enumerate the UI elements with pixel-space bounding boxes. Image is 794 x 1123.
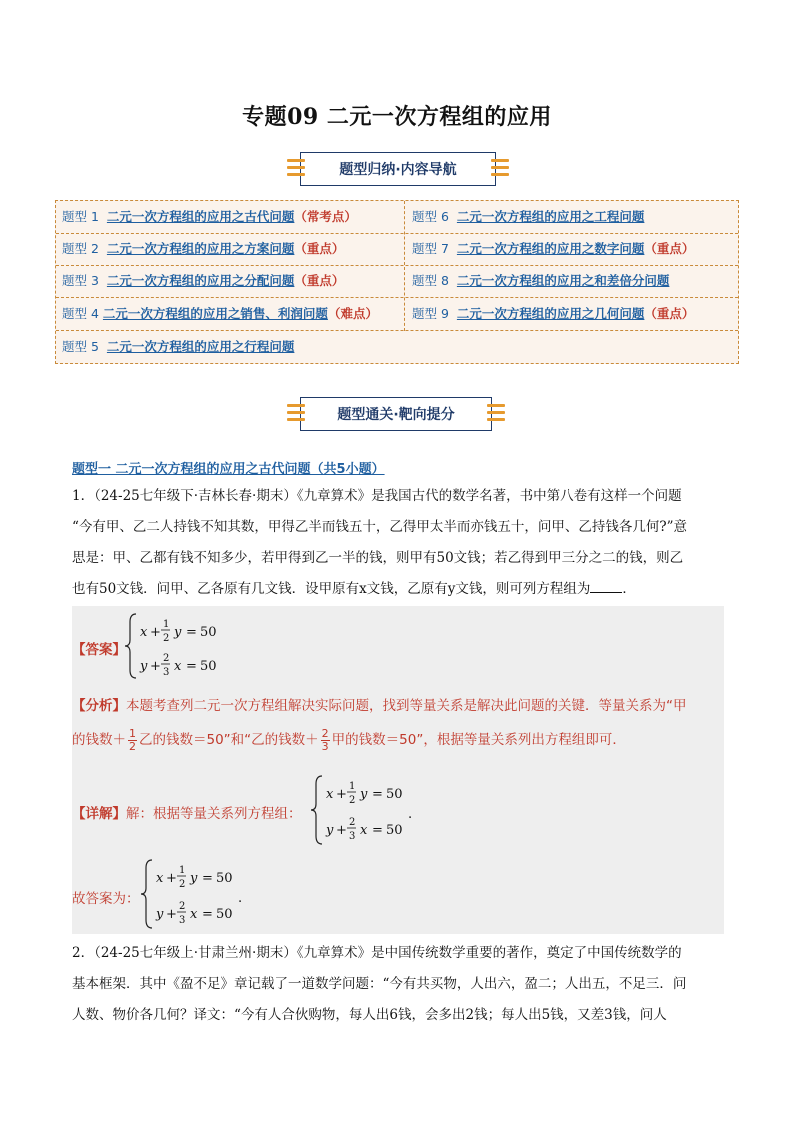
svg-text:2: 2 <box>179 901 186 912</box>
svg-text:y: y <box>326 823 334 838</box>
banner-decoration-icon <box>287 404 305 426</box>
question-1-line: 也有50文钱．问甲、乙各原有几文钱．设甲原有x文钱，乙原有y文钱，则可列方程组为 ． <box>72 574 724 605</box>
analysis-row <box>72 696 687 716</box>
nav-item-type-8[interactable]: 题型 8 二元一次方程组的应用之和差倍分问题 <box>412 273 670 288</box>
answer-label: 【答案】 <box>72 642 126 658</box>
question-1-line: 思是：甲、乙都有钱不知多少，若甲得到乙一半的钱，则甲有50文钱；若乙得到甲三分之二的钱，则乙 <box>72 550 684 566</box>
question-2 <box>72 938 724 1031</box>
svg-text:=: = <box>202 871 213 886</box>
final-row <box>72 887 140 907</box>
svg-text:y: y <box>360 787 368 802</box>
svg-text:2: 2 <box>163 633 170 644</box>
detail-row <box>72 802 302 822</box>
nav-item-type-5[interactable]: 题型 5 二元一次方程组的应用之行程问题 <box>62 339 295 354</box>
question-1-line: “今有甲、乙二人持钱不知其数，甲得乙半而钱五十，乙得甲太半而亦钱五十，问甲、乙持钱各几何?”意 <box>72 519 688 535</box>
svg-text:2: 2 <box>349 795 356 806</box>
practice-banner-label: 题型通关·靶向提分 <box>337 407 455 423</box>
svg-text:y: y <box>140 659 148 674</box>
svg-text:+: + <box>336 823 347 838</box>
banner-decoration-icon <box>487 404 505 426</box>
svg-text:=: = <box>186 659 197 674</box>
question-2-line: 2．（24-25七年级上·甘肃兰州·期末）《九章算术》是中国传统数学重要的著作，奠定了中国传统数学的 <box>72 945 682 961</box>
equation-system <box>144 858 274 934</box>
svg-text:y: y <box>156 907 164 922</box>
svg-text:x: x <box>174 659 182 674</box>
detail-label: 【详解】 <box>72 806 126 822</box>
svg-text:3: 3 <box>349 831 356 842</box>
nav-item-type-6[interactable]: 题型 6 二元一次方程组的应用之工程问题 <box>412 209 645 224</box>
question-2-line: 人数、物价各几何？译文：“今有人合伙购物，每人出6钱，会多出2钱；每人出5钱，又差3钱，问人 <box>72 1007 667 1023</box>
topic-navigation-table <box>55 200 739 364</box>
nav-item-type-4[interactable]: 题型 4 二元一次方程组的应用之销售、利润问题（难点） <box>62 306 378 321</box>
final-text: 故答案为： <box>72 891 140 907</box>
analysis-row: 的钱数＋ $\frac{1}{2}$ 乙的钱数＝50”和“乙的钱数＋ $\frac{2}{3}$ 甲的钱数＝50”，根据等量关系列出方程组即可． <box>72 727 626 753</box>
svg-text:1: 1 <box>349 781 356 792</box>
svg-text:x: x <box>156 871 164 886</box>
period: . <box>408 807 413 822</box>
answer-panel <box>72 606 724 934</box>
svg-text:3: 3 <box>163 667 170 678</box>
svg-text:=: = <box>202 907 213 922</box>
svg-text:+: + <box>166 907 177 922</box>
banner-decoration-icon <box>287 159 305 181</box>
svg-text:=: = <box>372 823 383 838</box>
question-2-line: 基本框架．其中《盈不足》章记载了一道数学问题：“今有共买物，人出六，盈二；人出五，不足三．问 <box>72 976 687 992</box>
answer-row <box>72 638 126 658</box>
svg-text:3: 3 <box>179 915 186 926</box>
question-1-line: 1．（24-25七年级下·吉林长春·期末）《九章算术》是我国古代的数学名著，书中第八卷有这样一个问题 <box>72 488 682 504</box>
svg-text:+: + <box>150 625 161 640</box>
nav-banner-label: 题型归纳·内容导航 <box>339 162 457 178</box>
equation-system <box>314 774 444 850</box>
fraction-two-thirds: $\frac{2}{3}$ <box>321 727 329 753</box>
svg-text:50: 50 <box>200 659 217 674</box>
svg-text:2: 2 <box>179 879 186 890</box>
nav-item-type-9[interactable]: 题型 9 二元一次方程组的应用之几何问题（重点） <box>412 306 695 321</box>
question-1 <box>72 481 724 605</box>
svg-text:+: + <box>150 659 161 674</box>
page-title: 专题09 二元一次方程组的应用 <box>242 104 552 130</box>
banner-decoration-icon <box>491 159 509 181</box>
svg-text:x: x <box>190 907 198 922</box>
svg-text:50: 50 <box>216 871 233 886</box>
nav-item-type-7[interactable]: 题型 7 二元一次方程组的应用之数字问题（重点） <box>412 241 695 256</box>
svg-text:+: + <box>166 871 177 886</box>
nav-item-type-3[interactable]: 题型 3 二元一次方程组的应用之分配问题（重点） <box>62 273 345 288</box>
svg-text:x: x <box>360 823 368 838</box>
svg-text:50: 50 <box>386 823 403 838</box>
svg-text:2: 2 <box>163 653 170 664</box>
answer-blank <box>590 578 622 593</box>
svg-text:+: + <box>336 787 347 802</box>
svg-text:1: 1 <box>163 619 170 630</box>
nav-banner <box>300 152 496 186</box>
svg-text:x: x <box>140 625 148 640</box>
detail-text: 解：根据等量关系列方程组： <box>126 806 302 822</box>
section-heading: 题型一 二元一次方程组的应用之古代问题（共5小题） <box>72 462 385 477</box>
svg-text:1: 1 <box>179 865 186 876</box>
svg-text:x: x <box>326 787 334 802</box>
svg-text:2: 2 <box>349 817 356 828</box>
svg-text:50: 50 <box>216 907 233 922</box>
nav-item-type-2[interactable]: 题型 2 二元一次方程组的应用之方案问题（重点） <box>62 241 345 256</box>
equation-system <box>128 612 248 684</box>
fraction-half: $\frac{1}{2}$ <box>129 727 136 753</box>
nav-item-type-1[interactable]: 题型 1 二元一次方程组的应用之古代问题（常考点） <box>62 209 357 224</box>
svg-text:y: y <box>190 871 198 886</box>
svg-text:50: 50 <box>200 625 217 640</box>
svg-text:=: = <box>186 625 197 640</box>
analysis-text: 本题考查列二元一次方程组解决实际问题，找到等量关系是解决此问题的关键．等量关系为“甲 <box>126 698 687 714</box>
practice-banner <box>300 397 492 431</box>
svg-text:=: = <box>372 787 383 802</box>
svg-text:y: y <box>174 625 182 640</box>
svg-text:50: 50 <box>386 787 403 802</box>
period: . <box>238 891 243 906</box>
analysis-label: 【分析】 <box>72 698 126 714</box>
